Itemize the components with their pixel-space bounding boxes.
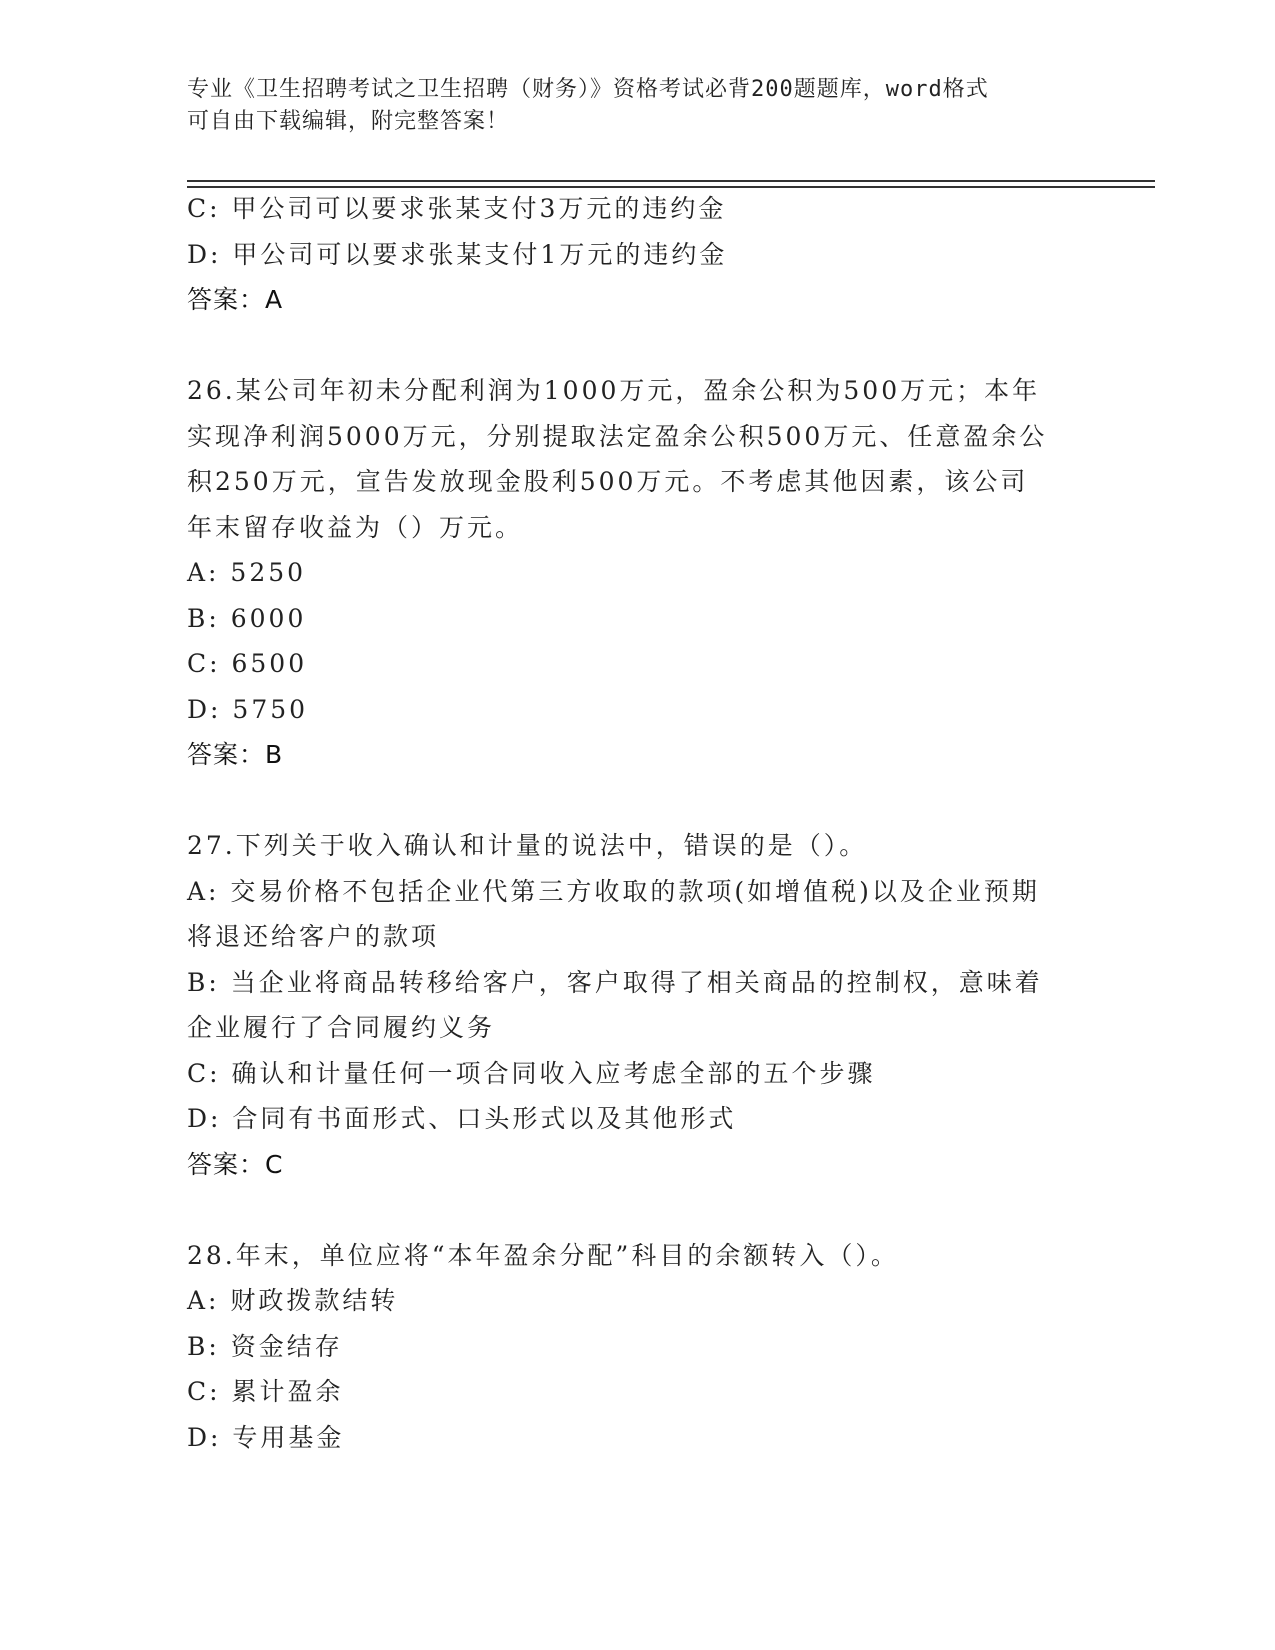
q28-stem-line-1: 28.年末，单位应将“本年盈余分配”科目的余额转入（）。 bbox=[187, 1240, 899, 1270]
q25-option-d: D: 甲公司可以要求张某支付1万元的违约金 bbox=[187, 239, 728, 269]
header-title-line-2: 可自由下载编辑，附完整答案！ bbox=[187, 109, 510, 134]
q28-option-a: A: 财政拨款结转 bbox=[187, 1286, 399, 1315]
q27-option-a-line-1: A: 交易价格不包括企业代第三方收取的款项(如增值税)以及企业预期 bbox=[187, 876, 1040, 906]
q25-answer: 答案：A bbox=[187, 285, 284, 314]
q26-stem-line-1: 26.某公司年初未分配利润为1000万元，盈余公积为500万元；本年 bbox=[187, 376, 1041, 405]
q27-option-d: D: 合同有书面形式、口头形式以及其他形式 bbox=[187, 1104, 737, 1133]
q27-option-a-line-2: 将退还给客户的款项 bbox=[187, 922, 440, 951]
q28-option-b: B: 资金结存 bbox=[187, 1331, 343, 1361]
q26-option-b: B: 6000 bbox=[187, 603, 307, 633]
question-28 bbox=[187, 1233, 1087, 1461]
q27-option-b-line-2: 企业履行了合同履约义务 bbox=[187, 1013, 496, 1042]
q26-option-c: C: 6500 bbox=[187, 649, 308, 678]
header-title-line-1: 专业《卫生招聘考试之卫生招聘（财务）》资格考试必背200题题库，word格式 bbox=[187, 77, 989, 102]
q27-answer: 答案：C bbox=[187, 1149, 284, 1179]
q27-stem-line-1: 27.下列关于收入确认和计量的说法中，错误的是（）。 bbox=[187, 831, 868, 860]
question-26 bbox=[187, 368, 1087, 778]
document-header bbox=[187, 74, 1067, 138]
question-content bbox=[187, 186, 1087, 1460]
q28-option-d: D: 专用基金 bbox=[187, 1422, 345, 1452]
q28-option-c: C: 累计盈余 bbox=[187, 1377, 344, 1406]
spacer bbox=[187, 778, 1087, 824]
q26-answer: 答案：B bbox=[187, 740, 284, 769]
q26-stem-line-4: 年末留存收益为（）万元。 bbox=[187, 512, 524, 542]
header-rule-top bbox=[187, 180, 1155, 182]
q26-stem-line-2: 实现净利润5000万元，分别提取法定盈余公积500万元、任意盈余公 bbox=[187, 421, 1048, 451]
q25-option-c: C: 甲公司可以要求张某支付3万元的违约金 bbox=[187, 194, 727, 223]
q27-option-b-line-1: B: 当企业将商品转移给客户，客户取得了相关商品的控制权，意味着 bbox=[187, 967, 1043, 997]
q26-option-a: A: 5250 bbox=[187, 558, 307, 587]
q27-option-c: C: 确认和计量任何一项合同收入应考虑全部的五个步骤 bbox=[187, 1058, 876, 1088]
q26-stem-line-3: 积250万元，宣告发放现金股利500万元。不考虑其他因素，该公司 bbox=[187, 467, 1029, 496]
question-27 bbox=[187, 823, 1087, 1187]
q26-option-d: D: 5750 bbox=[187, 694, 309, 724]
question-25-tail bbox=[187, 186, 1087, 323]
spacer bbox=[187, 323, 1087, 369]
spacer bbox=[187, 1187, 1087, 1233]
